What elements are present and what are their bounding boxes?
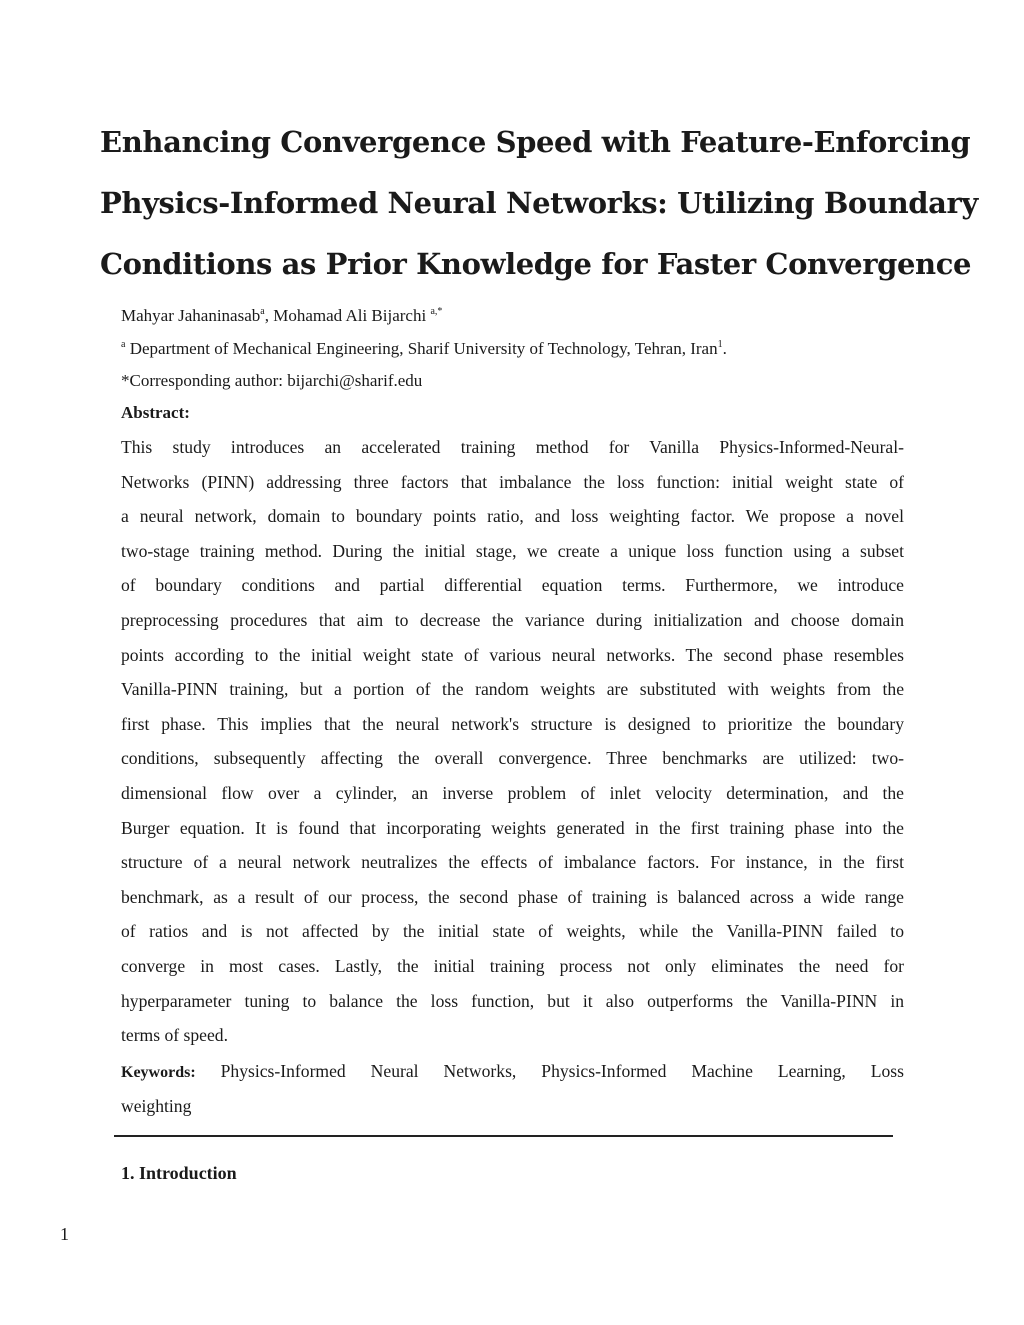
abstract-line: first phase. This implies that the neural network's structure is designed to prioritize the boundary [121, 713, 904, 734]
page-number: 1 [60, 1224, 69, 1244]
author-affiliation-mark: a [260, 306, 265, 317]
abstract-line: two-stage training method. During the initial stage, we create a unique loss function using a subset [121, 540, 904, 561]
affiliation-end: . [722, 339, 727, 358]
affiliation-mark: a [121, 339, 126, 350]
affiliation [121, 338, 904, 360]
keywords [121, 1054, 904, 1123]
abstract-line: Vanilla-PINN training, but a portion of the random weights are substituted with weights from the [121, 679, 904, 700]
abstract-line: This study introduces an accelerated training method for Vanilla Physics-Informed-Neural- [121, 437, 904, 457]
abstract-line: dimensional flow over a cylinder, an inverse problem of inlet velocity determination, and the [121, 782, 904, 803]
abstract-line: Networks (PINN) addressing three factors that imbalance the loss function: initial weight state of [121, 471, 904, 492]
keywords-line [121, 1054, 904, 1089]
abstract-line: points according to the initial weight state of various neural networks. The second phase resembles [121, 644, 904, 665]
abstract-line: of ratios and is not affected by the initial state of weights, while the Vanilla-PINN failed to [121, 921, 904, 942]
author-list [121, 305, 904, 327]
abstract-line: a neural network, domain to boundary points ratio, and loss weighting factor. We propose a novel [121, 506, 904, 527]
abstract-body [121, 430, 904, 1053]
author-name: Mahyar Jahaninasab [121, 306, 261, 325]
paper-title [100, 112, 978, 295]
abstract-line: preprocessing procedures that aim to decrease the variance during initialization and choose domain [121, 609, 904, 630]
abstract-line: terms of speed. [121, 1025, 228, 1046]
abstract-line: structure of a neural network neutralizes the effects of imbalance factors. For instance, in the first [121, 852, 904, 873]
affiliation-text: Department of Mechanical Engineering, Sharif University of Technology, Tehran, Iran [125, 339, 718, 358]
keywords-label: Keywords: [121, 1064, 196, 1081]
abstract-line: Burger equation. It is found that incorporating weights generated in the first training phase into the [121, 817, 904, 838]
footnote-mark: 1 [717, 339, 723, 350]
title-line: Physics-Informed Neural Networks: Utilizing Boundary [100, 186, 978, 220]
corresponding-author: *Corresponding author: bijarchi@sharif.edu [121, 371, 423, 390]
keywords-text: Physics-Informed Neural Networks, Physics-Informed Machine Learning, Loss [195, 1061, 904, 1081]
abstract-line: converge in most cases. Lastly, the initial training process not only eliminates the need for [121, 955, 904, 976]
abstract-line: benchmark, as a result of our process, the second phase of training is balanced across a wide range [121, 886, 904, 907]
title-line: Conditions as Prior Knowledge for Faster Convergence [100, 247, 972, 281]
keywords-line: weighting [121, 1095, 192, 1116]
divider-rule [114, 1135, 893, 1137]
section-heading: 1. Introduction [121, 1163, 237, 1183]
abstract-line: of boundary conditions and partial differential equation terms. Furthermore, we introduce [121, 575, 904, 596]
abstract-line: hyperparameter tuning to balance the loss function, but it also outperforms the Vanilla-PINN in [121, 990, 904, 1011]
author-name: Mohamad Ali Bijarchi [273, 306, 431, 325]
abstract-line: conditions, subsequently affecting the overall convergence. Three benchmarks are utilized: two- [121, 748, 904, 769]
author-affiliation-mark: a,* [430, 306, 443, 317]
title-line: Enhancing Convergence Speed with Feature-Enforcing [100, 125, 971, 159]
author-separator: , [264, 306, 274, 325]
abstract-heading: Abstract: [121, 403, 190, 422]
